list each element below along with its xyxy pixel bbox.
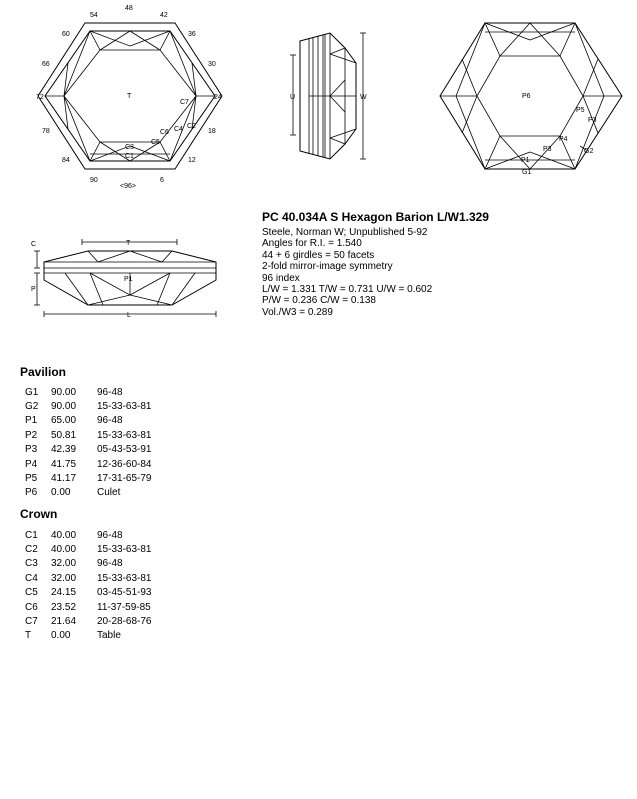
facet-label: P1 xyxy=(521,157,530,164)
index-label: 42 xyxy=(160,12,168,19)
table-row: P1 65.00 96-48 xyxy=(25,415,123,427)
table-row: C6 23.52 11-37-59-85 xyxy=(25,601,151,613)
index-label: 24 xyxy=(214,94,222,101)
table-row: P6 0.00 Culet xyxy=(25,487,121,499)
index-label: 12 xyxy=(188,157,196,164)
info-line: P/W = 0.236 C/W = 0.138 xyxy=(262,295,376,307)
index-label: 30 xyxy=(208,61,216,68)
dimension-label: W xyxy=(360,94,367,101)
facet-label: C3 xyxy=(125,144,134,151)
crown-table xyxy=(25,528,151,643)
index-label: 84 xyxy=(62,157,70,164)
index-label: 90 xyxy=(90,177,98,184)
dimension-label: C xyxy=(31,241,37,248)
crown-heading: Crown xyxy=(20,507,58,521)
facet-label: C7 xyxy=(180,99,189,106)
index-label: 6 xyxy=(160,177,164,184)
facet-label: C4 xyxy=(174,126,183,133)
profile-view xyxy=(31,239,216,319)
pavilion-view xyxy=(440,23,622,176)
info-line: 44 + 6 girdles = 50 facets xyxy=(262,249,375,261)
facet-label: C6 xyxy=(160,129,169,136)
facet-label: P3 xyxy=(588,117,597,124)
side-view xyxy=(290,33,367,159)
pavilion-table xyxy=(25,385,151,500)
facet-label: C2 xyxy=(187,123,196,130)
table-row: P2 50.81 15-33-63-81 xyxy=(25,429,152,441)
facet-label: T xyxy=(127,93,132,100)
index-label: 54 xyxy=(90,12,98,19)
facet-label: G2 xyxy=(584,148,594,155)
info-line: 96 index xyxy=(262,272,300,284)
design-title: PC 40.034A S Hexagon Barion L/W1.329 xyxy=(262,210,489,224)
table-row: C4 32.00 15-33-63-81 xyxy=(25,572,152,584)
dimension-label: T xyxy=(126,240,131,247)
table-row: C7 21.64 20-28-68-76 xyxy=(25,616,152,628)
table-row: G2 90.00 15-33-63-81 xyxy=(25,401,152,413)
info-line: Steele, Norman W; Unpublished 5-92 xyxy=(262,227,428,238)
pavilion-heading: Pavilion xyxy=(20,365,67,379)
facet-label: C1 xyxy=(125,153,134,160)
table-row: P4 41.75 12-36-60-84 xyxy=(25,458,152,470)
facet-label: G1 xyxy=(522,169,532,176)
index-label: 48 xyxy=(125,5,133,12)
index-label: <96> xyxy=(120,183,136,190)
index-label: 60 xyxy=(62,31,70,38)
table-row: C2 40.00 15-33-63-81 xyxy=(25,544,152,556)
index-label: 72 xyxy=(36,94,44,101)
dimension-label: U xyxy=(290,94,296,101)
table-row: P3 42.39 05-43-53-91 xyxy=(25,444,152,456)
table-row: P5 41.17 17-31-65-79 xyxy=(25,473,152,485)
info-line: L/W = 1.331 T/W = 0.731 U/W = 0.602 xyxy=(262,284,433,296)
facet-label: P3 xyxy=(543,146,552,153)
index-label: 18 xyxy=(208,128,216,135)
info-line: 2-fold mirror-image symmetry xyxy=(262,261,393,273)
design-info xyxy=(262,210,489,318)
index-label: 78 xyxy=(42,128,50,135)
index-label: 66 xyxy=(42,61,50,68)
dimension-label: P xyxy=(31,286,36,293)
table-row: G1 90.00 96-48 xyxy=(25,386,123,398)
info-line: Angles for R.I. = 1.540 xyxy=(262,238,362,250)
dimension-label: L xyxy=(127,312,131,319)
table-row: C3 32.00 96-48 xyxy=(25,558,123,570)
index-label: 36 xyxy=(188,31,196,38)
crown-view xyxy=(36,5,222,190)
table-row: T 0.00 Table xyxy=(25,630,121,642)
facet-label: C5 xyxy=(151,139,160,146)
info-line: Vol./W3 = 0.289 xyxy=(262,306,333,318)
facet-label: P4 xyxy=(559,136,568,143)
facet-label: P1 xyxy=(124,276,133,283)
facet-label: P5 xyxy=(576,107,585,114)
facet-label: P6 xyxy=(522,93,531,100)
table-row: C5 24.15 03-45-51-93 xyxy=(25,587,152,599)
table-row: C1 40.00 96-48 xyxy=(25,529,123,541)
